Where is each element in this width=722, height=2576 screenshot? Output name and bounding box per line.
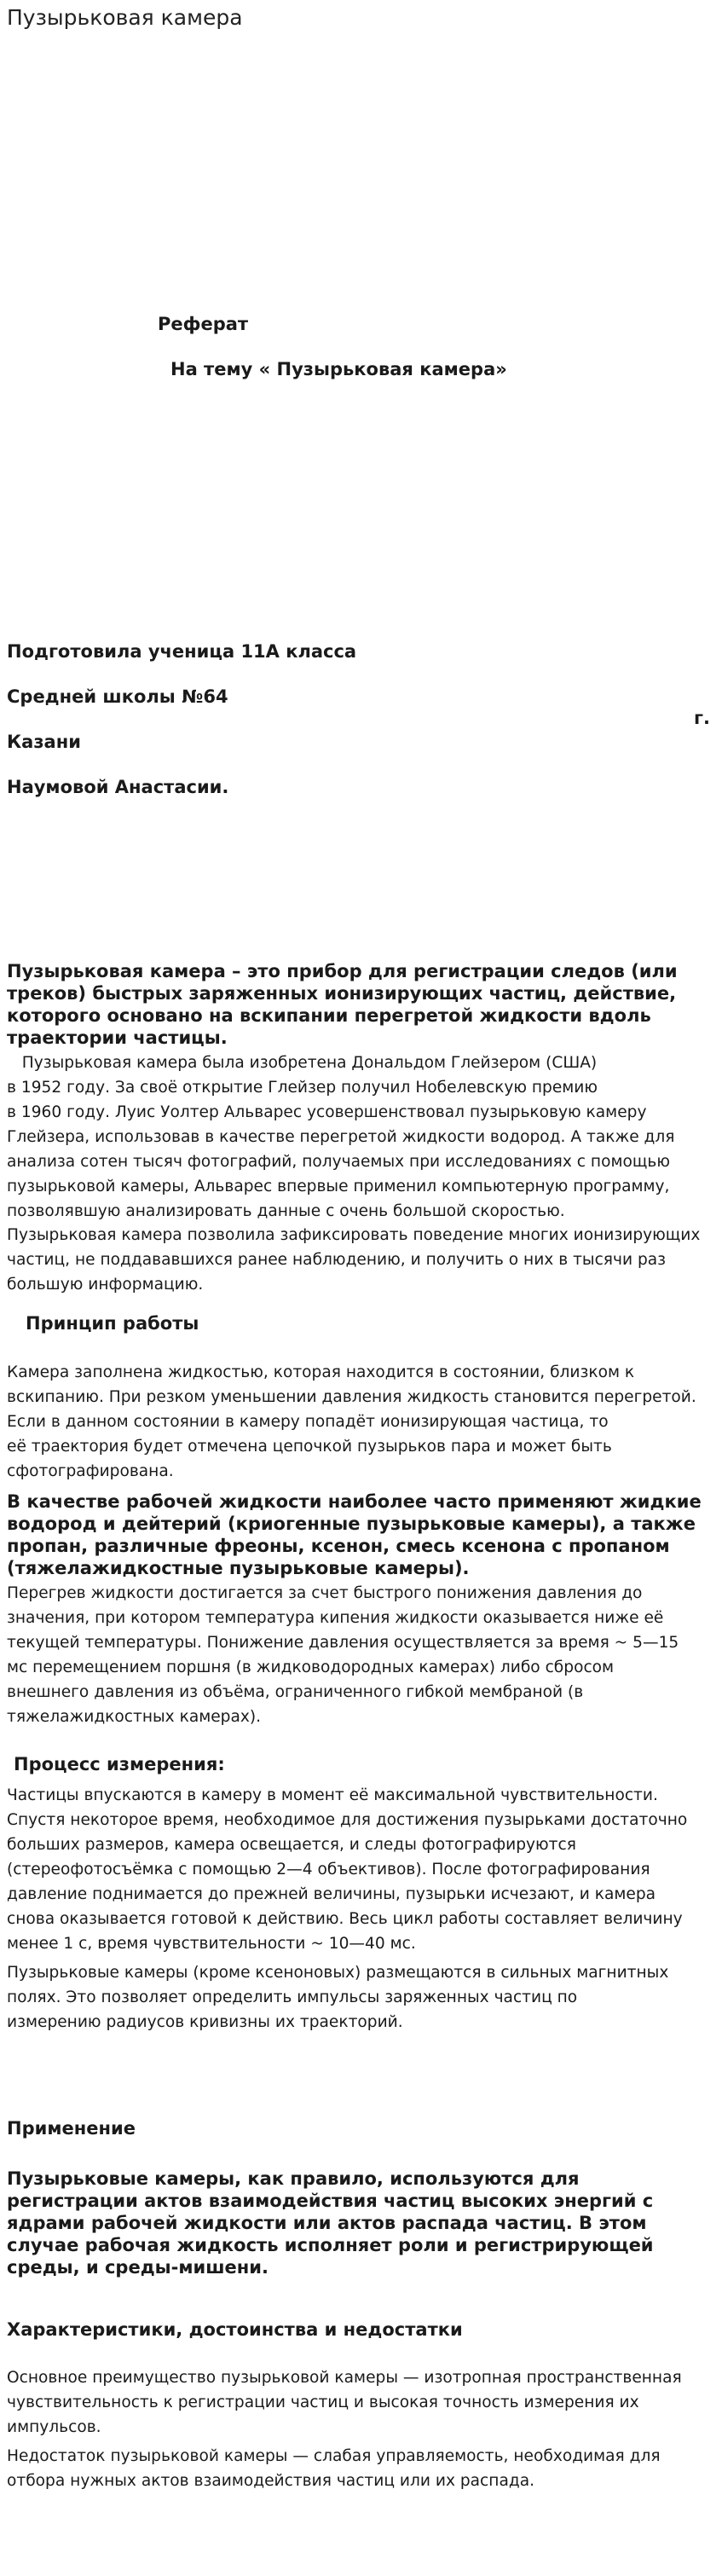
text-line: мс перемещением поршня (в жидководородных камерах) либо сбросом — [7, 1658, 615, 1676]
purpose-paragraph — [7, 1223, 714, 1297]
disadvantage-paragraph — [7, 2444, 714, 2493]
text-line: (стереофотосъёмка с помощью 2—4 объективов). После фотографирования — [7, 1861, 650, 1878]
text-line: Пузырьковая камера позволила зафиксировать поведение многих ионизирующих — [7, 1226, 701, 1244]
advantage-paragraph — [7, 2365, 714, 2440]
text-line: снова оказывается готовой к действию. Весь цикл работы составляет величину — [7, 1910, 683, 1928]
text-line: сфотографирована. — [7, 1462, 174, 1480]
application-section — [7, 2168, 714, 2278]
text-line: чувствительность к регистрации частиц и высокая точность измерения их — [7, 2394, 639, 2411]
text-line: Недостаток пузырьковой камеры — слабая управляемость, необходимая для — [7, 2447, 661, 2465]
author-line-3: Казани — [7, 732, 81, 752]
history-paragraph — [7, 1051, 714, 1224]
text-line: в 1960 году. Луис Уолтер Альварес усовершенствовал пузырьковую камеру — [7, 1103, 647, 1121]
text-line: внешнего давления из объёма, ограниченного гибкой мембраной (в — [7, 1683, 584, 1701]
text-line: позволявшую анализировать данные с очень большой скоростью. — [7, 1202, 565, 1220]
text-line: импульсов. — [7, 2418, 101, 2436]
text-line: Перегрев жидкости достигается за счет быстрого понижения давления до — [7, 1584, 643, 1602]
city-suffix: г. — [694, 708, 710, 728]
text-line: Частицы впускаются в камеру в момент её максимальной чувствительности. — [7, 1786, 658, 1804]
text-line: большую информацию. — [7, 1276, 204, 1294]
text-line: пузырьковой камеры, Альварес впервые применил компьютерную программу, — [7, 1178, 670, 1195]
process-paragraph — [7, 1783, 714, 1956]
text-line: тяжелажидкостных камерах). — [7, 1708, 262, 1726]
text-line: измерению радиусов кривизны их траекторий. — [7, 2013, 403, 2031]
author-line-1: Подготовила ученица 11А класса — [7, 641, 357, 662]
characteristics-heading: Характеристики, достоинства и недостатки — [7, 2319, 463, 2340]
text-line: частиц, не поддававшихся ранее наблюдению, и получить о них в тысячи раз — [7, 1251, 667, 1269]
text-line: Если в данном состоянии в камеру попадёт ионизирующая частица, то — [7, 1413, 609, 1431]
process-heading: Процесс измерения: — [14, 1754, 225, 1774]
text-line: Камера заполнена жидкостью, которая находится в состоянии, близком к — [7, 1363, 635, 1381]
application-bold: Пузырьковые камеры, как правило, используются для регистрации актов взаимодействия частиц высоких энергий с ядрами рабочей жидкости или актов распада частиц. В этом случае рабочая жидкость исполняет роли и регистрирующей среды, и среды-мишени. — [7, 2168, 654, 2278]
principle-paragraph — [7, 1360, 714, 1484]
text-line: Глейзера, использовав в качестве перегретой жидкости водород. А также для — [7, 1128, 675, 1146]
text-line: полях. Это позволяет определить импульсы заряженных частиц по — [7, 1988, 578, 2006]
text-line: Основное преимущество пузырьковой камеры — изотропная пространственная — [7, 2369, 682, 2387]
liquid-section — [7, 1491, 714, 1729]
author-line-4: Наумовой Анастасии. — [7, 777, 229, 797]
author-line-2: Средней школы №64 — [7, 686, 228, 707]
text-line: Пузырьковая камера была изобретена Дональдом Глейзером (США) — [7, 1054, 598, 1072]
intro-definition: Пузырьковая камера – это прибор для регистрации следов (или треков) быстрых заряженных ионизирующих частиц, действие, которого основано на вскипании перегретой жидкости вдоль траектории частицы. — [7, 961, 678, 1048]
text-line: больших размеров, камера освещается, и следы фотографируются — [7, 1836, 576, 1854]
text-line: давление поднимается до прежней величины, пузырьки исчезают, и камера — [7, 1885, 656, 1903]
text-line: анализа сотен тысяч фотографий, получаемых при исследованиях с помощью — [7, 1153, 670, 1171]
referat-theme: На тему « Пузырьковая камера» — [170, 359, 507, 379]
text-line: текущей температуры. Понижение давления осуществляется за время ~ 5—15 — [7, 1634, 679, 1652]
referat-label: Реферат — [158, 314, 249, 334]
text-line: Спустя некоторое время, необходимое для достижения пузырьками достаточно — [7, 1811, 688, 1829]
magnet-paragraph — [7, 1960, 714, 2035]
intro-section — [7, 960, 714, 1224]
working-liquid-bold: В качестве рабочей жидкости наиболее часто применяют жидкие водород и дейтерий (криогенные пузырьковые камеры), а также пропан, различные фреоны, ксенон, смесь ксенона с пропаном (тяжелажидкостные пузырьковые камеры). — [7, 1491, 702, 1578]
text-line: отбора нужных актов взаимодействия частиц или их распада. — [7, 2472, 534, 2490]
text-line: менее 1 с, время чувствительности ~ 10—40 мс. — [7, 1935, 416, 1953]
text-line: её траектория будет отмечена цепочкой пузырьков пара и может быть — [7, 1438, 612, 1456]
document-title: Пузырьковая камера — [7, 5, 243, 30]
text-line: Пузырьковые камеры (кроме ксеноновых) размещаются в сильных магнитных — [7, 1964, 669, 1982]
principle-heading: Принцип работы — [26, 1313, 199, 1334]
overheat-paragraph — [7, 1581, 714, 1729]
text-line: значения, при котором температура кипения жидкости оказывается ниже её — [7, 1609, 664, 1627]
application-heading: Применение — [7, 2118, 136, 2139]
text-line: вскипанию. При резком уменьшении давления жидкость становится перегретой. — [7, 1388, 696, 1406]
text-line: в 1952 году. За своё открытие Глейзер получил Нобелевскую премию — [7, 1079, 598, 1097]
